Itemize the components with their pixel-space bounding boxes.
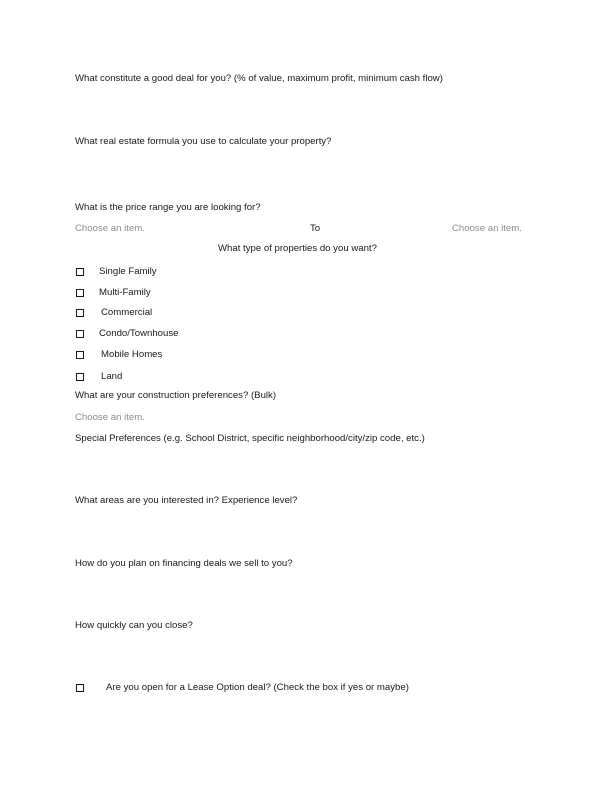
checkbox-label: Single Family — [99, 266, 157, 277]
checkbox[interactable] — [76, 289, 84, 297]
checkbox-row-mobile-homes[interactable] — [76, 349, 162, 360]
question-property-types: What type of properties do you want? — [218, 243, 377, 254]
question-areas: What areas are you interested in? Experience level? — [75, 495, 298, 506]
checkbox-row-single-family[interactable] — [76, 266, 157, 277]
question-price-range: What is the price range you are looking for? — [75, 202, 261, 213]
price-from-dropdown[interactable]: Choose an item. — [75, 223, 145, 234]
checkbox-row-condo-townhouse[interactable] — [76, 328, 178, 339]
checkbox-label: Mobile Homes — [101, 349, 163, 360]
question-good-deal: What constitute a good deal for you? (% of value, maximum profit, minimum cash flow) — [75, 73, 443, 84]
checkbox[interactable] — [76, 268, 84, 276]
construction-dropdown[interactable]: Choose an item. — [75, 412, 145, 423]
checkbox-row-commercial[interactable] — [76, 307, 152, 318]
checkbox-label: Condo/Townhouse — [99, 328, 179, 339]
question-special-preferences: Special Preferences (e.g. School District, specific neighborhood/city/zip code, etc.) — [75, 433, 425, 444]
checkbox[interactable] — [76, 684, 84, 692]
price-to-dropdown[interactable]: Choose an item. — [452, 223, 522, 234]
checkbox[interactable] — [76, 309, 84, 317]
checkbox[interactable] — [76, 351, 84, 359]
checkbox-row-multi-family[interactable] — [76, 287, 151, 298]
checkbox-label: Land — [101, 371, 123, 382]
checkbox-label: Multi-Family — [99, 287, 151, 298]
checkbox-row-lease-option[interactable] — [76, 682, 409, 693]
price-to-label: To — [310, 223, 321, 234]
question-construction: What are your construction preferences? (Bulk) — [75, 390, 277, 401]
question-financing: How do you plan on financing deals we sell to you? — [75, 558, 293, 569]
checkbox[interactable] — [76, 330, 84, 338]
question-close-speed: How quickly can you close? — [75, 620, 193, 631]
checkbox-label: Commercial — [101, 307, 153, 318]
checkbox[interactable] — [76, 373, 84, 381]
checkbox-label: Are you open for a Lease Option deal? (Check the box if yes or maybe) — [106, 682, 409, 693]
question-formula: What real estate formula you use to calculate your property? — [75, 136, 332, 147]
checkbox-row-land[interactable] — [76, 371, 122, 382]
